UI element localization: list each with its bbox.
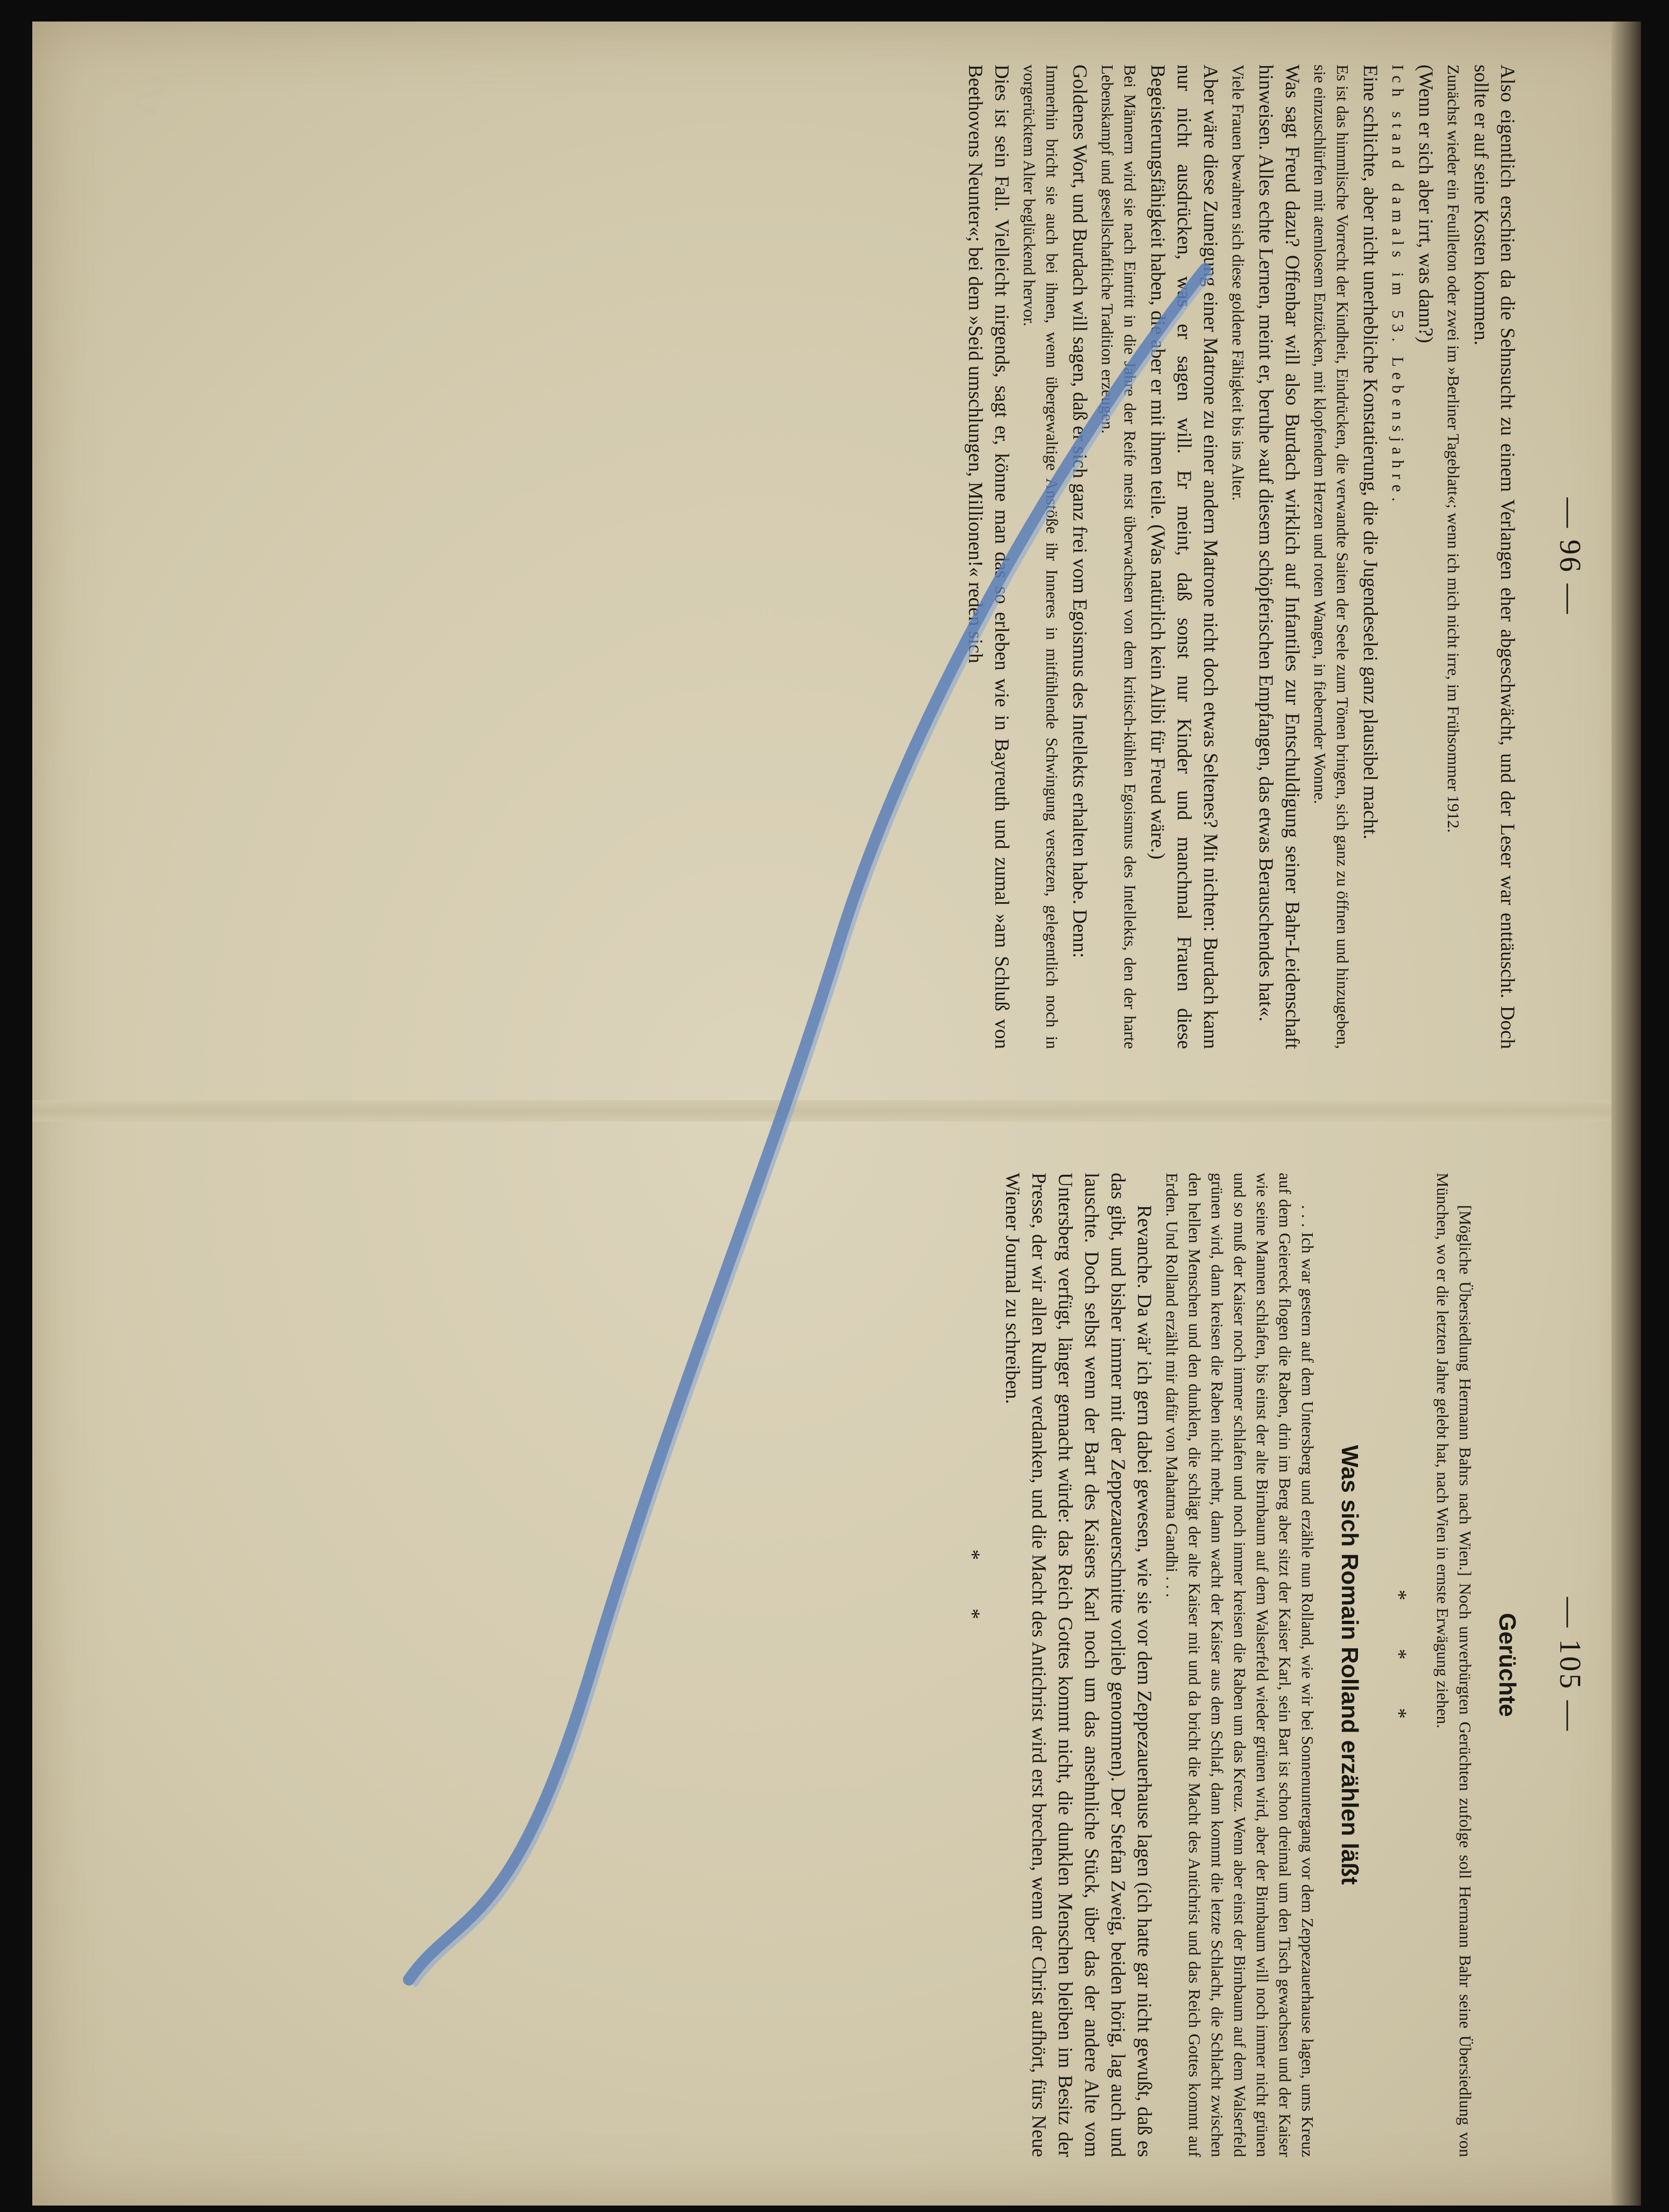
quote-paragraph: Ich stand damals im 53. Lebensjahre. bbox=[1389, 65, 1408, 507]
paragraph: Was sagt Freud dazu? Offenbar will also Burdach wirklich auf Infantiles zur Entschuldigung seiner Bahr-Leidenschaft hinweisen. Alles echte Lernen, meint er, beruhe »auf diesem schöpferischen Empfangen, das etwas Berauschendes hat«. bbox=[1255, 65, 1303, 1049]
paragraph: (Wenn er sich aber irrt, was dann?) bbox=[1415, 65, 1437, 343]
paragraph: Eine schlichte, aber nicht unerhebliche Konstatierung, die die Jugendeselei ganz plausibel macht. bbox=[1359, 65, 1381, 840]
section-title-rolland: Was sich Romain Rolland erzählen läßt bbox=[1336, 1445, 1363, 1885]
quote-paragraph: . . . Ich war gestern auf dem Untersberg und erzähle nun Rolland, wie wir bei Sonnenuntergang vor dem Zeppezauerhause lagen, ums Kreuz auf dem Geiereck flogen die Raben, drin im Berg aber sitzt der Kaiser Karl, sein Bart ist schon dreimal um den Tisch gewachsen und der Kaiser wie seine Mannen schlafen, bis einst der alte Birnbaum auf dem Walserfeld wieder grünen wird, aber der Birnbaum will noch immer nicht grünen und so muß der Kaiser noch immer schlafen und noch immer kreisen die Raben um das Kreuz. Wenn aber einst der Birnbaum auf dem Walserfeld grünen wird, dann kreisen die Raben nicht mehr, dann wacht der Kaiser aus dem Schlaf, dann kommt die letzte Schlacht, die Schlacht zwischen den hellen Menschen und den dunklen, die schlägt der alte Kaiser mit und da bricht die Macht des Antichrist und das Reich Gottes kommt auf Erden. Und Rolland erzählt mir dafür von Mahatma Gandhi . . . bbox=[1163, 1173, 1317, 2157]
paragraph: Goldenes Wort, und Burdach will sagen, daß er sich ganz frei vom Egoismus des Intellekts erhalten habe. Denn: bbox=[1069, 65, 1091, 958]
news-item: [Mögliche Übersiedlung Hermann Bahrs nach Wien.] Noch unverbürgten Gerüchten zufolge soll Hermann Bahr seine Übersiedlung von München, wo er die letzten Jahre gelebt hat, nach Wien in ernste Erwägung ziehen. bbox=[1433, 1173, 1475, 2157]
quote-paragraph: Immerhin bricht sie auch bei ihnen, wenn übergewaltige Anstöße ihr Inneres in mitfühlende Schwingung versetzen, gelegentlich noch in vorgerücktem Alter beglückend hervor. bbox=[1020, 65, 1062, 1049]
faded-stamp-mark: ∿ bbox=[118, 67, 189, 122]
paragraph: Also eigentlich erschien da die Sehnsucht zu einem Verlangen eher abgeschwächt, und der Leser war enttäuscht. Doch sollte er auf seine Kosten kommen. bbox=[1470, 65, 1518, 1049]
quote-paragraph: Viele Frauen bewahren sich diese goldene Fähigkeit bis ins Alter. bbox=[1229, 65, 1248, 501]
quote-paragraph: Es ist das himmlische Vorrecht der Kindheit, Eindrücken, die verwandte Saiten der Seele zum Tönen bringen, sich ganz zu öffnen und hinzugeben, sie einzuschlürfen mit atemlosem Entzücken, mit klopfendem Herzen und roten Wangen, in fiebernder Wonne. bbox=[1311, 65, 1352, 1049]
paragraph: Dies ist sein Fall. Vielleicht nirgends, sagt er, könne man das so erleben wie in Bayreuth und zumal »am Schluß von Beethovens Neunter«; bei dem »Seid umschlungen, Millionen!« reden sich bbox=[964, 65, 1013, 1049]
quote-paragraph: Zunächst wieder ein Feuilleton oder zwei im »Berliner Tageblatt«; wenn ich mich nicht irre, im Frühsommer 1912. bbox=[1444, 65, 1463, 833]
page-number: — 96 — bbox=[1553, 498, 1587, 616]
paragraph: Aber wäre diese Zuneigung einer Matrone zu einer andern Matrone nicht doch etwas Seltenes? Mit nichten: Burdach kann nur nicht ausdrücken, was er sagen will. Er meint, daß sonst nur Kinder und manchmal Frauen diese Begeisterungsfähigkeit haben, die aber er mit ihnen teile. (Was natürlich kein Alibi für Freud wäre.) bbox=[1147, 65, 1221, 1049]
section-title-geruechte: Gerüchte bbox=[1494, 1613, 1521, 1717]
paragraph: Revanche. Da wär' ich gern dabei gewesen, wie sie vor dem Zeppezauerhause lagen (ich hatte gar nicht gewußt, daß es das gibt, und bisher immer mit der Zeppezauerschnitte vorlieb genommen). Der Stefan Zweig, beiden hörig, lag auch und lauschte. Doch selbst wenn der Bart des Kaisers Karl noch um das ansehnliche Stück, über das der andere Alte vom Untersberg verfügt, länger gemacht würde: das Reich Gottes kommt nicht, die dunklen Menschen bleiben im Besitz der Presse, der wir allen Ruhm verdanken, und die Macht des Antichrist wird erst brechen, wenn der Christ aufhört, fürs Neue Wiener Journal zu schreiben. bbox=[1001, 1173, 1155, 2157]
page-number: — 105 — bbox=[1553, 1597, 1587, 1733]
quote-paragraph: Bei Männern wird sie nach Eintritt in die Jahre der Reife meist überwachsen von dem kritisch-kühlen Egoismus des Intellekts, den der harte Lebenskampf und gesellschaftliche Tradition erzeugen. bbox=[1098, 65, 1140, 1049]
section-divider: * * * bbox=[1387, 1590, 1411, 1740]
end-mark: * * bbox=[960, 1549, 985, 1641]
